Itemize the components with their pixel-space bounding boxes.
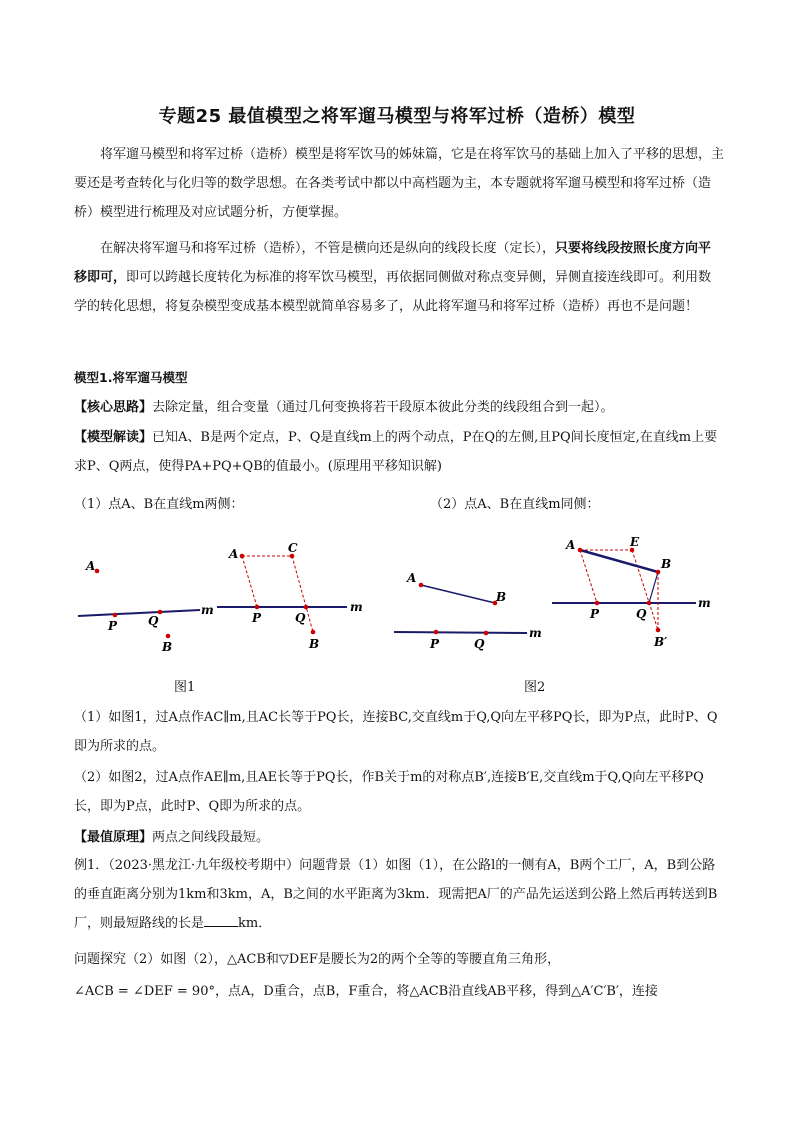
label-B: B [162,640,173,654]
example1-text-b: km． [238,916,272,931]
figure2-left [392,570,552,660]
point-B [656,570,661,575]
figure1-caption: 图1 [174,680,196,695]
label-Q: Q [295,611,306,625]
label-P: P [590,607,600,621]
point-P [595,601,600,606]
label-Bprime: B′ [654,635,668,649]
label-B: B [661,557,672,571]
point-A [240,554,245,559]
point-A [95,569,100,574]
figure1-right-svg [215,542,375,652]
example-1-part2: 问题探究（2）如图（2），△ACB和▽DEF是腰长为2的两个全等的等腰直角三角形， [74,952,561,967]
core-text: 去除定量，组合变量（通过几何变换将若干段原本彼此分类的线段组合到一起）。 [152,400,614,415]
interp-label: 【模型解读】 [74,430,153,445]
label-E: E [630,535,640,549]
example1-text-a: 例1．（2023·黑龙江·九年级校考期中）问题背景（1）如图（1），在公路l的一侧有A，B两个工厂，A，B到公路的垂直距离分别为1km和3km，A，B之间的水平距离为3km．现需把A厂的产品先运送到公路上然后再转送到B厂，则最短路线的长是 [74,858,718,931]
point-P [113,613,118,618]
page-title: 专题25 最值模型之将军遛马模型与将军过桥（造桥）模型 [158,106,636,127]
segment-AP [242,556,257,607]
case2-label: （2）点A、B在直线m同侧： [430,497,600,512]
label-m: m [698,596,711,610]
figure2-right [548,530,723,655]
label-A: A [86,559,96,573]
label-m: m [350,600,363,614]
point-P [255,605,260,610]
intro2-bold-text: 只要将线段按照长度方向平移即可， [74,241,712,285]
point-Q [304,605,309,610]
label-m: m [529,626,542,640]
figure2-left-svg [392,570,552,660]
segment-AB [580,550,658,572]
intro-paragraph-2 [74,234,724,321]
figure1-left-svg [70,550,220,660]
core-idea [74,393,724,422]
interp-text: 已知A、B是两个定点，P、Q是直线m上的两个动点，P在Q的左侧,且PQ间长度恒定,在直线m上要求P、Q两点，使得PA+PQ+QB的值最小。(原理用平移知识解) [74,430,718,474]
principle [74,823,724,852]
case1-label: （1）点A、B在直线m两侧： [74,497,244,512]
figure1-left [70,550,220,660]
label-P: P [108,619,118,633]
intro2-text-a: 在解决将军遛马和将军过桥（造桥），不管是横向还是纵向的线段长度（定长）， [100,241,556,256]
principle-text: 两点之间线段最短。 [152,830,270,845]
label-P: P [430,637,440,651]
label-m: m [201,603,214,617]
model-interpretation [74,423,724,481]
point-Q [484,631,489,636]
example-1-part2-cont: ∠ACB = ∠DEF = 90°，点A，D重合，点B，F重合，将△ACB沿直线AB平移，得到△A′C′B′，连接 [74,984,658,999]
figure2-caption: 图2 [524,680,546,695]
label-Q: Q [474,637,485,651]
principle-label: 【最值原理】 [74,830,153,845]
solution-1: （1）如图1，过A点作AC∥m,且AC长等于PQ长，连接BC,交直线m于Q,Q向左平移PQ长，即为P点，此时P、Q即为所求的点。 [74,710,718,754]
example-1 [74,851,724,938]
solution-2: （2）如图2，过A点作AE∥m,且AE长等于PQ长，作B关于m的对称点B′,连接B′E,交直线m于Q,Q向左平移PQ长，即为P点，此时P、Q即为所求的点。 [74,770,704,814]
intro-paragraph-1: 将军遛马模型和将军过桥（造桥）模型是将军饮马的姊妹篇，它是在将军饮马的基础上加入了平移的思想，主要还是考查转化与化归等的数学思想。在各类考试中都以中高档题为主，本专题就将军遛马模型和将军过桥（造桥）模型进行梳理及对应试题分析，方便掌握。 [74,147,725,220]
label-C: C [288,541,298,555]
core-label: 【核心思路】 [74,400,153,415]
point-A [419,583,424,588]
line-m [394,632,527,633]
intro2-text-b: 即可以跨越长度转化为标准的将军饮马模型，再依据同侧做对称点变异侧，异侧直接连线即可。利用数学的转化思想，将复杂模型变成基本模型就简单容易多了，从此将军遛马和将军过桥（造桥）再也不是问题！ [74,270,712,314]
label-Q: Q [636,607,647,621]
label-P: P [252,611,262,625]
label-A: A [229,547,239,561]
line-m [78,610,200,616]
segment-AB [421,585,495,603]
answer-blank[interactable] [204,914,238,927]
label-Q: Q [148,614,159,628]
point-Bprime [656,628,661,633]
model1-heading: 模型1.将军遛马模型 [74,370,188,385]
label-A: A [407,571,417,585]
segment-BQ [649,572,658,603]
segment-AP [580,550,597,603]
label-B: B [496,590,507,604]
label-A: A [566,538,576,552]
figure2-right-svg [548,530,723,655]
label-B: B [309,637,320,651]
point-B [166,634,171,639]
point-Q [647,601,652,606]
point-P [434,630,439,635]
point-B [311,630,316,635]
figure1-right [215,542,375,652]
point-A [578,548,583,553]
